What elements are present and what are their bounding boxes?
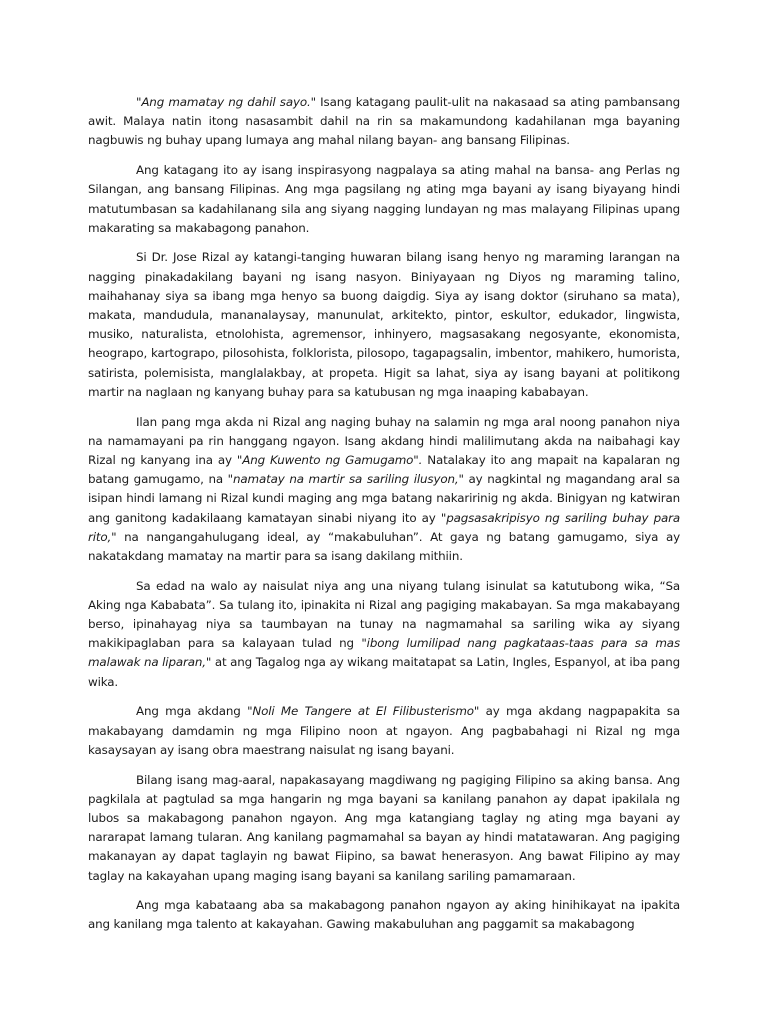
paragraph-text: ay nagkintal ng magandang aral sa isipan hindi lamang ni Rizal kundi maging ang mga batang nakaririnig ng akda. Binigyan ng katwiran ang ganitong kadakilaang kamatayan sinabi niyang ito ay [88,472,680,525]
paragraph-2 [88,161,680,238]
paragraph-3 [88,248,680,402]
paragraph-text: na nangangahulugang ideal, ay “makabuluhan”. At gaya ng batang gamugamo, siya ay nakatakdang mamatay na martir para sa isang dakilang mithiin. [88,529,680,563]
paragraph-1 [88,93,680,151]
paragraph-text: Sa edad na walo ay naisulat niya ang una niyang tulang isinulat sa katutubong wika, “Sa Aking nga Kababata”. Sa tulang ito, ipinakita ni Rizal ang pagiging makabayan. Sa mga makabayang berso, ipinahayag niya sa taumbayan na tunay na nagmamahal sa sariling wika ay siyang makikipaglaban para sa kalayaan tulad ng [88,578,680,651]
paragraph-text: ay mga akdang nagpapakita sa makabayang damdamin ng mga Filipino noon at ngayon. Ang pagbabahagi ni Rizal ng mga kasaysayan ay isang obra maestrang naisulat ng isang bayani. [88,704,680,757]
paragraph-5 [88,577,680,692]
paragraph-text: Ang katagang ito ay isang inspirasyong nagpalaya sa ating mahal na bansa- ang Perlas ng Silangan, ang bansang Filipinas. Ang mga pagsilang ng ating mga bayani ay isang biyayang hindi matutumbasan sa kadahilanang sila ang siyang nagging lundayan ng mas malayang Filipinas upang makarating sa makabagong panahon. [88,163,680,235]
essay-body [88,93,680,935]
paragraph-text: Ang mga kabataang aba sa makabagong panahon ngayon ay aking hinihikayat na ipakita ang kanilang mga talento at kakayahan. Gawing makabuluhan ang paggamit sa makabagong [88,898,680,932]
paragraph-text: Natalakay ito ang mapait na kapalaran ng batang gamugamo, na [88,452,680,487]
paragraph-7 [88,771,680,886]
paragraph-text: Si Dr. Jose Rizal ay katangi-tanging huwaran bilang isang henyo ng maraming larangan na nagging pinakadakilang bayani ng isang nasyon. Biniyayaan ng Diyos ng maraming talino, maihahanay siya sa ibang mga henyo sa buong daigdig. Siya ay isang doktor (siruhano sa mata), makata, mandudula, mananalaysay, manunulat, arkitekto, pintor, eskultor, edukador, lingwista, musiko, naturalista, etnolohista, agremensor, inhinyero, magsasakang negosyante, ekonomista, heograpo, kartograpo, pilosohista, folklorista, pilosopo, tagapagsalin, imbentor, mahikero, humorista, satirista, polemisista, manglalakbay, at propeta. Higit sa lahat, siya ay isang bayani at politikong martir na naglaan ng kanyang buhay para sa katubusan ng mga inaaping kababayan. [88,250,680,399]
paragraph-text: Isang katagang paulit-ulit na nakasaad sa ating pambansang awit. Malaya natin itong nasasambit dahil na rin sa makamundong kadahilanan mga bayaning nagbuwis ng buhay upang lumaya ang mahal nilang bayan- ang bansang Filipinas. [88,95,681,148]
paragraph-text: Bilang isang mag-aaral, napakasayang magdiwang ng pagiging Filipino sa aking bansa. Ang pagkilala at pagtulad sa mga hangarin ng mga bayani sa kanilang panahon ay dapat ipakilala ng lubos sa makabagong panahon ngayon. Ang mga katangiang taglay ng ating mga bayani ay nararapat lamang tularan. Ang kanilang pagmamahal sa bayan ay hindi matatawaran. Ang pagiging makanayan ay dapat taglayin ng bawat Fiipino, sa bawat henerasyon. Ang bawat Filipino ay may taglay na kakayahan upang maging isang bayani sa kanilang sariling pamamaraan. [88,772,680,883]
paragraph-8 [88,896,680,934]
paragraph-6 [88,702,680,760]
novels-quote: "Noli Me Tangere at El Filibusterismo" [247,704,480,719]
sacrifice-quote: "pagsasakripisyo ng sariling buhay para rito," [88,510,680,544]
anthem-quote: "Ang mamatay ng dahil sayo." [136,95,316,109]
story-title-quote: "Ang Kuwento ng Gamugamo". [236,452,423,467]
martyr-quote: "namatay na martir sa sariling ilusyon," [227,472,464,487]
paragraph-4 [88,413,680,567]
paragraph-text: Ilan pang mga akda ni Rizal ang naging buhay na salamin ng mga aral noong panahon niya na namamayani pa rin hanggang ngayon. Isang akdang hindi malilimutang akda na naibahagi kay Rizal ng kanyang ina ay [88,414,680,467]
paragraph-text: at ang Tagalog nga ay wikang maitatapat sa Latin, Ingles, Espanyol, at iba pang wika. [88,655,680,689]
bird-quote: "ibong lumilipad nang pagkataas-taas para sa mas malawak na liparan," [88,636,680,670]
paragraph-text: Ang mga akdang [136,704,248,719]
